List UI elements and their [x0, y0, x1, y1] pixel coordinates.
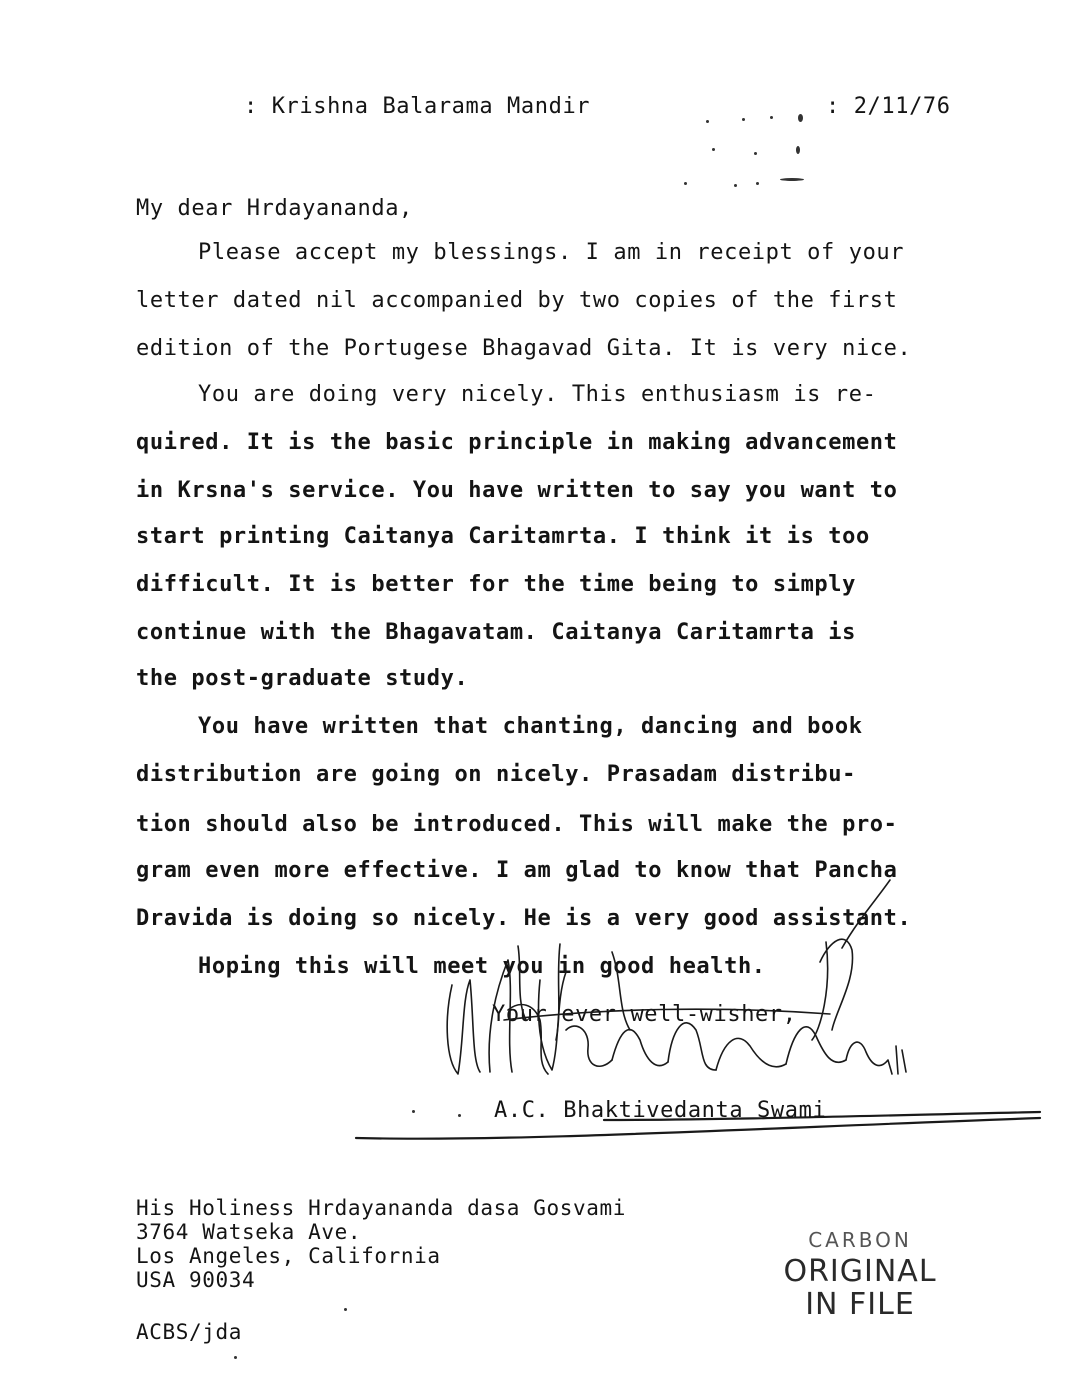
- body-line: tion should also be introduced. This will make the pro-: [136, 812, 898, 837]
- signature-name: A.C. Bhaktivedanta Swami: [494, 1098, 827, 1123]
- body-line: distribution are going on nicely. Prasadam distribu-: [136, 762, 856, 787]
- body-line: Dravida is doing so nicely. He is a very good assistant.: [136, 906, 912, 931]
- address-line: His Holiness Hrdayananda dasa Gosvami: [136, 1196, 626, 1220]
- stamp-line: IN FILE: [805, 1287, 915, 1322]
- body-line: difficult. It is better for the time being to simply: [136, 572, 856, 597]
- address-line: 3764 Watseka Ave.: [136, 1220, 362, 1244]
- carbon-stamp: [770, 1228, 950, 1322]
- letterhead-location: : Krishna Balarama Mandir: [244, 94, 591, 119]
- reference-initials: ACBS/jda: [136, 1320, 242, 1344]
- body-line: in Krsna's service. You have written to say you want to: [136, 478, 898, 503]
- address-line: Los Angeles, California: [136, 1244, 441, 1268]
- body-line: letter dated nil accompanied by two copies of the first: [136, 288, 898, 313]
- body-line: the post-graduate study.: [136, 666, 469, 691]
- salutation: My dear Hrdayananda,: [136, 196, 413, 221]
- body-line: quired. It is the basic principle in making advancement: [136, 430, 898, 455]
- signature-dot: [412, 1110, 415, 1113]
- address-line: USA 90034: [136, 1268, 256, 1292]
- body-line: continue with the Bhagavatam. Caitanya Caritamrta is: [136, 620, 856, 645]
- body-line: gram even more effective. I am glad to know that Pancha: [136, 858, 898, 883]
- stamp-line: ORIGINAL: [783, 1254, 937, 1289]
- body-line: edition of the Portugese Bhagavad Gita. It is very nice.: [136, 336, 912, 361]
- closing: Your ever well-wisher,: [492, 1002, 797, 1027]
- body-line: You are doing very nicely. This enthusiasm is re-: [198, 382, 877, 407]
- letter-date: : 2/11/76: [826, 94, 951, 119]
- body-line: Please accept my blessings. I am in receipt of your: [198, 240, 905, 265]
- body-line: start printing Caitanya Caritamrta. I think it is too: [136, 524, 870, 549]
- recipient-address: [136, 1196, 626, 1292]
- body-line: You have written that chanting, dancing and book: [198, 714, 863, 739]
- body-line: Hoping this will meet you in good health.: [198, 954, 766, 979]
- stamp-line: CARBON: [808, 1228, 912, 1252]
- signature-dot: [458, 1114, 461, 1117]
